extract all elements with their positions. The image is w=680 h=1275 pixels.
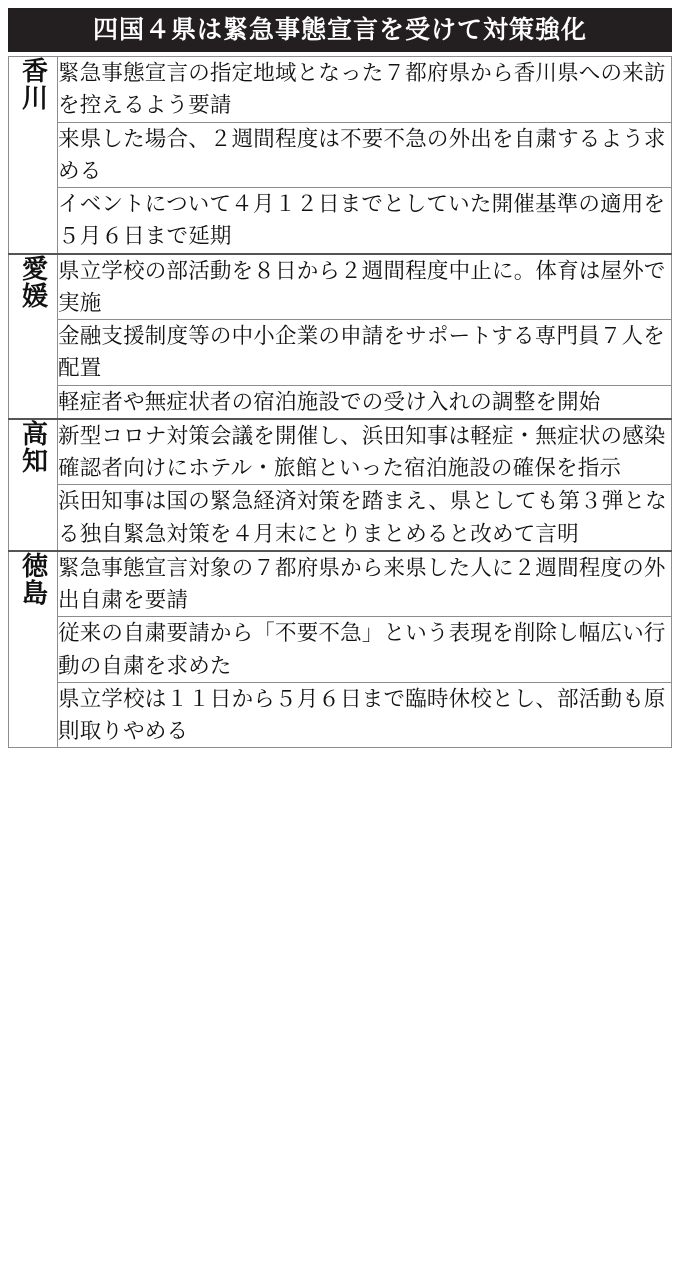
measure-cell [58,320,672,386]
table-row [9,419,672,485]
prefecture-cell-tokushima [9,551,58,748]
measure-cell [58,419,672,485]
table-row [9,57,672,123]
table-row [9,682,672,748]
table-row [9,188,672,254]
table-row [9,122,672,188]
measure-text: 金融支援制度等の中小企業の申請をサポートする専門員７人を配置 [58,324,665,381]
prefecture-cell-kagawa [9,57,58,254]
table-row [9,320,672,386]
measure-text: イベントについて４月１２日までとしていた開催基準の適用を５月６日まで延期 [58,192,666,249]
table-row [9,617,672,683]
table-body [9,57,672,748]
measure-text: 来県した場合、２週間程度は不要不急の外出を自粛するよう求める [58,126,666,183]
measure-cell [58,254,672,320]
table-row [9,385,672,419]
measure-text: 緊急事態宣言の指定地域となった７都府県から香川県への来訪を控えるよう要請 [58,61,666,118]
measures-table [8,56,672,748]
page-title: 四国４県は緊急事態宣言を受けて対策強化 [92,15,587,44]
table-row [9,485,672,551]
measure-cell [58,122,672,188]
measure-text: 新型コロナ対策会議を開催し、浜田知事は軽症・無症状の感染確認者向けにホテル・旅館といった宿泊施設の確保を指示 [58,423,666,480]
prefecture-label: 香川 [18,57,49,111]
measure-text: 従来の自粛要請から「不要不急」という表現を削除し幅広い行動の自粛を求めた [58,621,666,678]
measure-cell [58,485,672,551]
prefecture-label: 愛媛 [18,254,49,309]
table-row [9,254,672,320]
measure-cell [58,551,672,617]
measure-cell [58,682,672,748]
measure-cell [58,617,672,683]
table-row [9,551,672,617]
prefecture-label: 徳島 [18,551,49,606]
measure-cell [58,57,672,123]
measure-text: 軽症者や無症状者の宿泊施設での受け入れの調整を開始 [58,389,601,414]
prefecture-cell-kochi [9,419,58,551]
measure-text: 緊急事態宣言対象の７都府県から来県した人に２週間程度の外出自粛を要請 [58,555,666,612]
prefecture-cell-ehime [9,254,58,419]
page-title-bar [8,8,672,52]
measure-cell [58,188,672,254]
measure-text: 浜田知事は国の緊急経済対策を踏まえ、県としても第３弾となる独自緊急対策を４月末にとりまとめると改めて言明 [58,489,667,546]
measure-text: 県立学校は１１日から５月６日まで臨時休校とし、部活動も原則取りやめる [58,686,666,743]
measure-cell [58,385,672,419]
measure-text: 県立学校の部活動を８日から２週間程度中止に。体育は屋外で実施 [58,258,666,315]
prefecture-label: 高知 [18,419,49,474]
